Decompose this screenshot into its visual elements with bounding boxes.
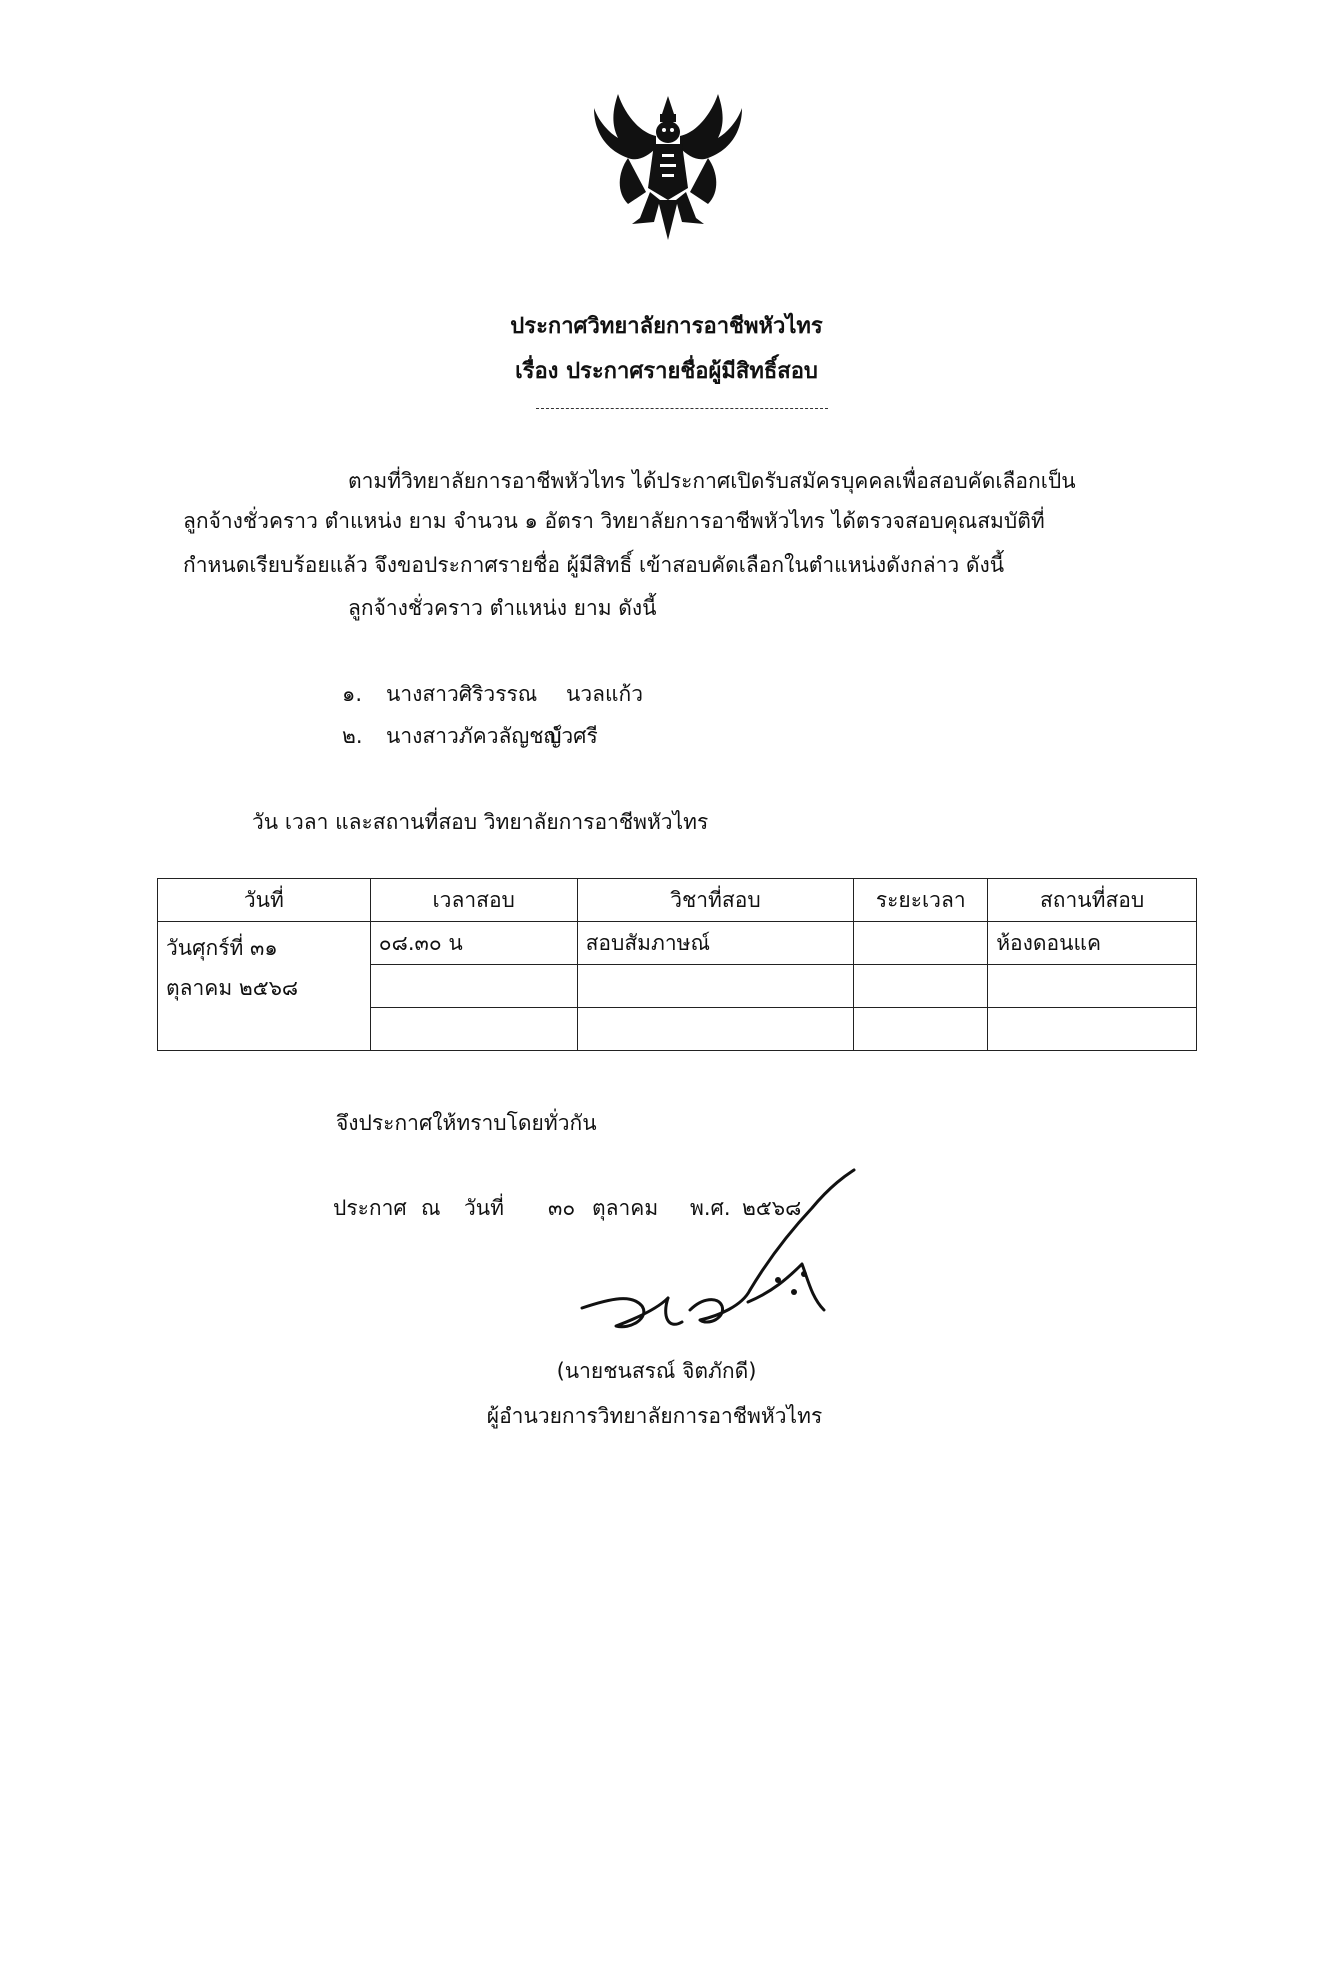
announcement-title: ประกาศวิทยาลัยการอาชีพหัวไทร — [510, 314, 823, 339]
body-line-3: กำหนดเรียบร้อยแล้ว จึงขอประกาศรายชื่อ ผู้มีสิทธิ์ เข้าสอบคัดเลือกในตำแหน่งดังกล่าว ดังนี้ — [183, 553, 1005, 577]
exam-subject-cell: สอบสัมภาษณ์ — [577, 922, 854, 965]
body-line-1: ตามที่วิทยาลัยการอาชีพหัวไทร ได้ประกาศเปิดรับสมัครบุคคลเพื่อสอบคัดเลือกเป็น — [348, 469, 1076, 493]
signer-name: (นายชนสรณ์ จิตภักดี) — [556, 1359, 757, 1383]
empty-cell — [577, 1008, 854, 1051]
exam-time-cell: ๐๘.๓๐ น — [370, 922, 577, 965]
exam-date-line-2: ตุลาคม ๒๕๖๘ — [166, 976, 299, 1000]
empty-cell — [988, 1008, 1197, 1051]
header-location: สถานที่สอบ — [988, 879, 1197, 922]
closing-statement: จึงประกาศให้ทราบโดยทั่วกัน — [336, 1111, 597, 1135]
body-line-4: ลูกจ้างชั่วคราว ตำแหน่ง ยาม ดังนี้ — [348, 596, 657, 620]
announce-month: ตุลาคม — [592, 1196, 659, 1220]
candidate-number: ๑. — [342, 682, 363, 706]
empty-cell — [854, 965, 988, 1008]
candidate-surname: บัวศรี — [548, 724, 598, 748]
candidate-given-name: นางสาวภัควลัญชญ์ — [386, 724, 562, 748]
header-subject: วิชาที่สอบ — [577, 879, 854, 922]
candidate-given-name: นางสาวศิริวรรณ — [386, 682, 538, 706]
announcement-subject: เรื่อง ประกาศรายชื่อผู้มีสิทธิ์สอบ — [515, 359, 818, 384]
schedule-intro: วัน เวลา และสถานที่สอบ วิทยาลัยการอาชีพหัวไทร — [252, 810, 709, 834]
announce-year: ๒๕๖๘ — [742, 1196, 802, 1220]
table-header-row — [158, 879, 1197, 922]
exam-schedule-table — [157, 878, 1197, 1051]
body-line-2: ลูกจ้างชั่วคราว ตำแหน่ง ยาม จำนวน ๑ อัตรา วิทยาลัยการอาชีพหัวไทร ได้ตรวจสอบคุณสมบัติที่ — [183, 509, 1045, 533]
exam-date-line-1: วันศุกร์ที่ ๓๑ — [166, 936, 278, 960]
announce-at: ณ — [421, 1196, 441, 1220]
table-row — [158, 922, 1197, 965]
announce-prefix: ประกาศ — [333, 1196, 407, 1220]
empty-cell — [854, 1008, 988, 1051]
header-duration: ระยะเวลา — [854, 879, 988, 922]
candidate-item — [342, 720, 598, 753]
garuda-emblem-icon — [588, 92, 748, 242]
exam-date-cell — [158, 922, 371, 1051]
empty-cell — [370, 1008, 577, 1051]
announce-era: พ.ศ. — [690, 1196, 731, 1220]
exam-duration-cell — [854, 922, 988, 965]
empty-cell — [577, 965, 854, 1008]
header-date: วันที่ — [158, 879, 371, 922]
signer-position: ผู้อำนวยการวิทยาลัยการอาชีพหัวไทร — [486, 1404, 823, 1428]
announce-day: ๓๐ — [548, 1196, 576, 1220]
handwritten-signature — [572, 1160, 892, 1340]
candidate-item — [342, 678, 643, 711]
empty-cell — [988, 965, 1197, 1008]
candidate-number: ๒. — [342, 724, 363, 748]
announce-day-label: วันที่ — [464, 1196, 504, 1220]
title-divider — [536, 408, 828, 409]
candidate-surname: นวลแก้ว — [566, 682, 644, 706]
header-time: เวลาสอบ — [370, 879, 577, 922]
empty-cell — [370, 965, 577, 1008]
exam-location-cell: ห้องดอนแค — [988, 922, 1197, 965]
